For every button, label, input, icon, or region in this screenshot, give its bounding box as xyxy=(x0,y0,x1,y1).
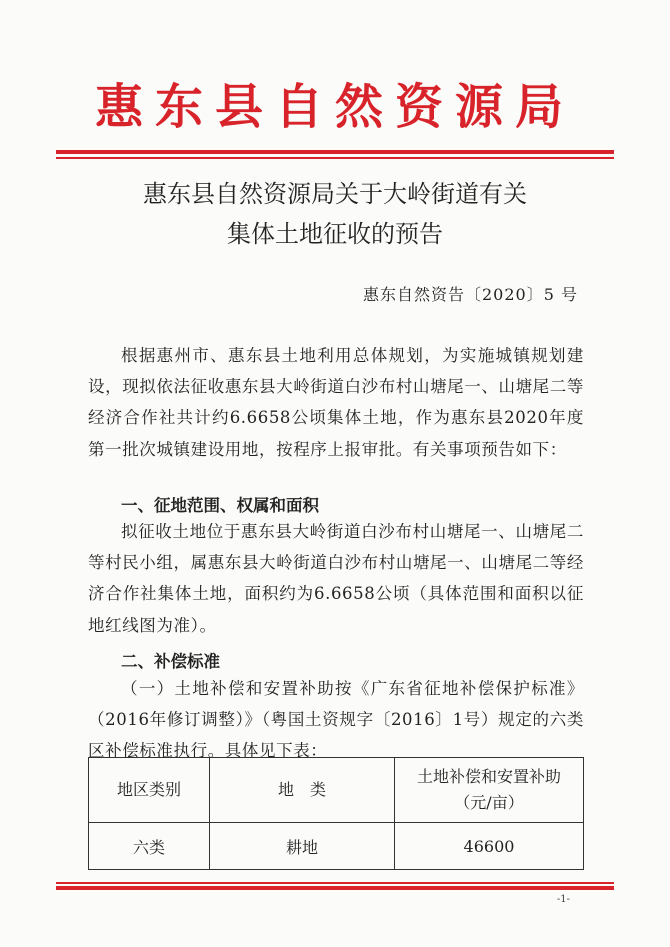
footer-rule-thick xyxy=(56,886,614,890)
document-number: 惠东自然资告〔2020〕5 号 xyxy=(363,285,578,304)
header-compensation-unit: （元/亩） xyxy=(454,793,524,812)
page-number: -1- xyxy=(556,894,570,905)
table-header-row xyxy=(89,758,584,823)
cell-amount: 46600 xyxy=(395,823,584,870)
compensation-table xyxy=(88,757,584,870)
footer-rule-thin xyxy=(56,882,614,884)
cell-category: 六类 xyxy=(89,823,210,870)
section1-body: 拟征收土地位于惠东县大岭街道白沙布村山塘尾一、山塘尾二等村民小组，属惠东县大岭街道白沙布村山塘尾一、山塘尾二等经济合作社集体土地，面积约为6.6658公顷（具体范围和面积以征地红线图为准）。 xyxy=(88,522,584,635)
header-land-type: 地 类 xyxy=(210,758,395,823)
section1-heading: 一、征地范围、权属和面积 xyxy=(121,496,319,515)
header-compensation-label: 土地补偿和安置补助 xyxy=(416,767,561,786)
header-compensation xyxy=(395,758,584,823)
section2-body: （一）土地补偿和安置补助按《广东省征地补偿保护标准》（2016年修订调整）》（粤国土资规字〔2016〕1号）规定的六类区补偿标准执行。具体见下表： xyxy=(88,679,584,761)
intro-paragraph: 根据惠州市、惠东县土地利用总体规划，为实施城镇规划建设，现拟依法征收惠东县大岭街道白沙布村山塘尾一、山塘尾二等经济合作社共计约6.6658公顷集体土地，作为惠东县2020年度第一批次城镇建设用地，按程序上报审批。有关事项预告如下： xyxy=(88,346,584,459)
section2-heading: 二、补偿标准 xyxy=(121,652,220,671)
header-rule-thin xyxy=(56,157,614,159)
document-title-line2: 集体土地征收的预告 xyxy=(227,220,443,248)
document-title-line1: 惠东县自然资源局关于大岭街道有关 xyxy=(143,180,527,208)
issuing-authority-header: 惠东县自然资源局 xyxy=(94,79,575,135)
header-region-category: 地区类别 xyxy=(89,758,210,823)
header-rule-thick xyxy=(56,150,614,154)
cell-land-type: 耕地 xyxy=(210,823,395,870)
table-row xyxy=(89,823,584,870)
